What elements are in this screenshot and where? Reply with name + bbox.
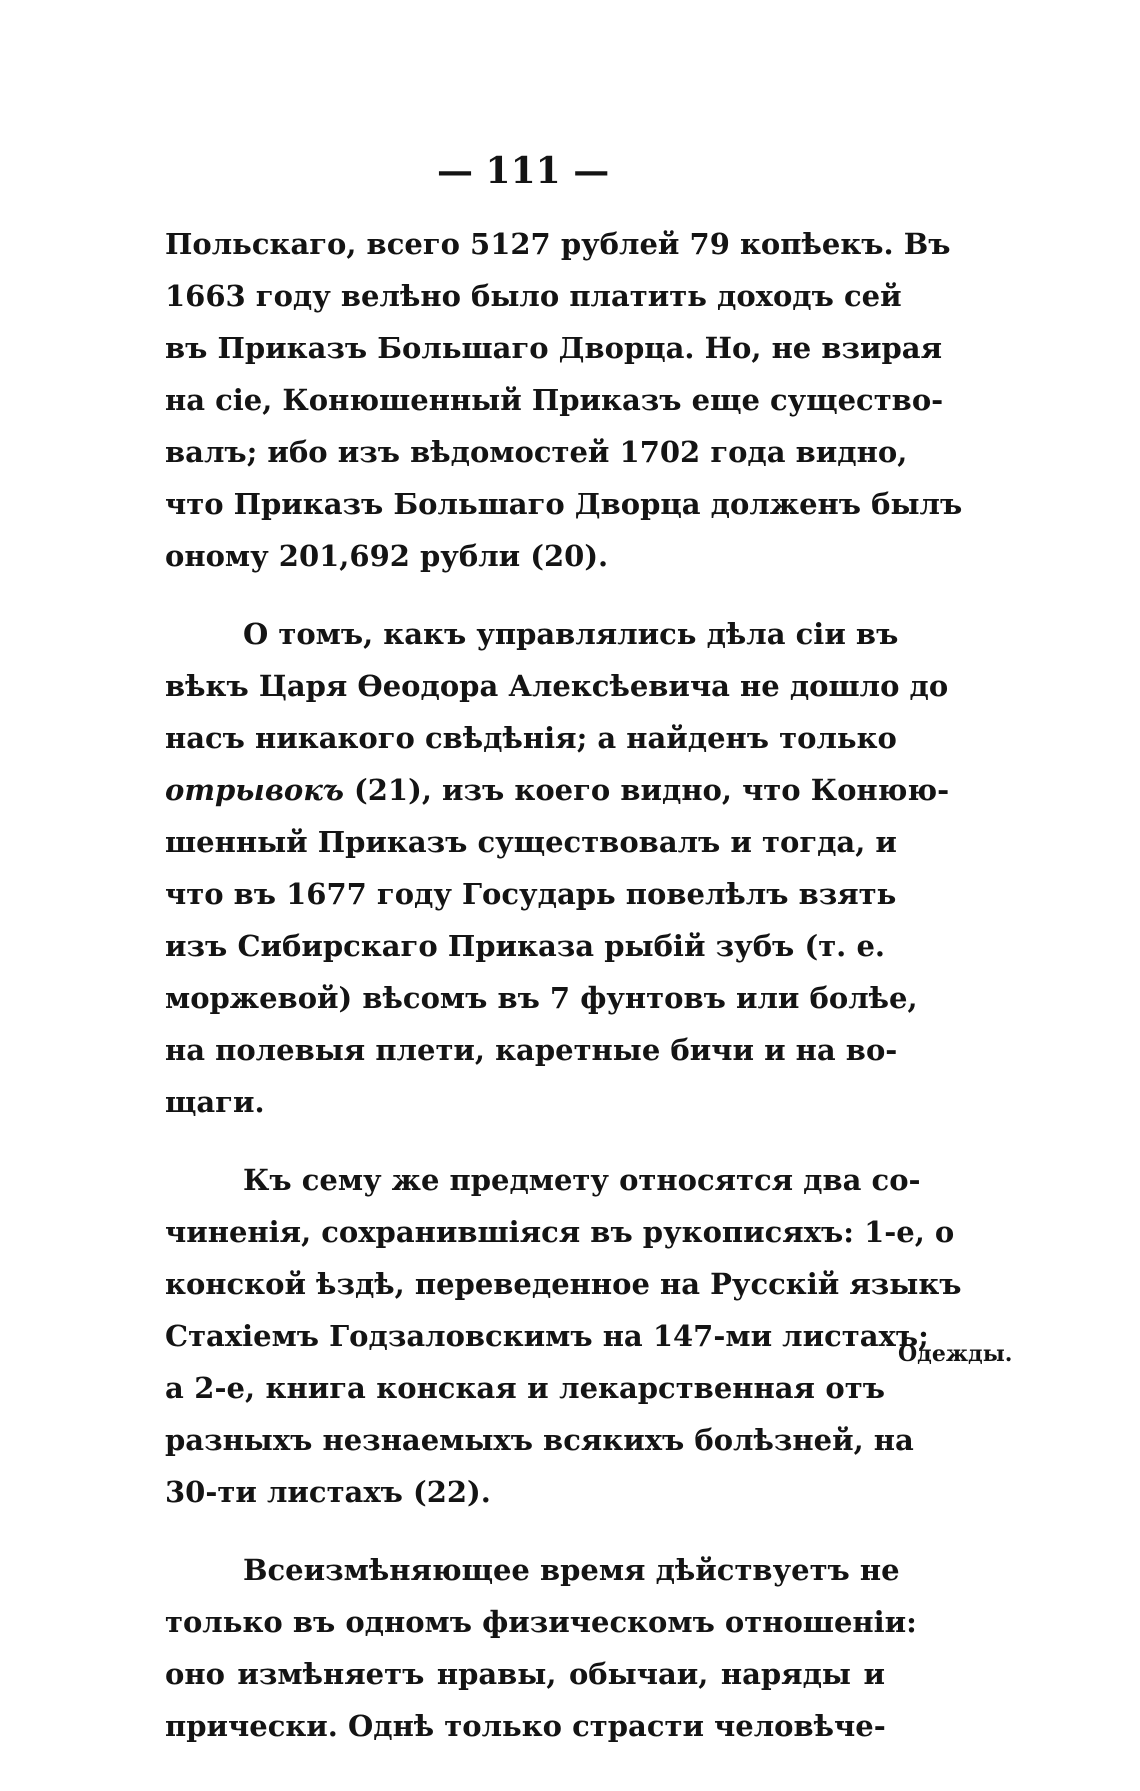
paragraph-2 (165, 608, 950, 1128)
text-line: 30-ти листахъ (22). (165, 1475, 491, 1509)
text-line: шенный Приказъ существовалъ и тогда, и (165, 825, 897, 859)
paragraph-4 (165, 1544, 917, 1752)
text-line: Къ сему же предмету относятся два со- (243, 1163, 921, 1197)
text-line: а 2-е, книга конская и лекарственная отъ (165, 1371, 885, 1405)
text-line: чиненія, сохранившіяся въ рукописяхъ: 1-е, о (165, 1215, 955, 1249)
italic-word: отрывокъ (165, 773, 344, 807)
text-line: только въ одномъ физическомъ отношеніи: (165, 1605, 917, 1639)
text-line: прически. Однѣ только страсти человѣче- (165, 1709, 886, 1743)
text-line: въ Приказъ Большаго Дворца. Но, не взирая (165, 331, 942, 365)
text-line: что Приказъ Большаго Дворца долженъ былъ (165, 487, 963, 521)
paragraph-1 (165, 218, 963, 582)
text-line: моржевой) вѣсомъ въ 7 фунтовъ или болѣе, (165, 981, 918, 1015)
text-line: валъ; ибо изъ вѣдомостей 1702 года видно, (165, 435, 908, 469)
text-line: О томъ, какъ управлялись дѣла сіи въ (243, 617, 899, 651)
text-line: Стахіемъ Годзаловскимъ на 147-ми листахъ; (165, 1319, 929, 1353)
text-line: щаги. (165, 1085, 265, 1119)
text-line: на полевыя плети, каретные бичи и на во- (165, 1033, 898, 1067)
text-line: Польскаго, всего 5127 рублей 79 копѣекъ. Въ (165, 227, 951, 261)
text-line: Всеизмѣняющее время дѣйствуетъ не (243, 1553, 900, 1587)
text-line: на сіе, Конюшенный Приказъ еще существо- (165, 383, 944, 417)
page-number-text: — 111 — (437, 150, 610, 192)
text-line: что въ 1677 году Государь повелѣлъ взять (165, 877, 897, 911)
text-line: разныхъ незнаемыхъ всякихъ болѣзней, на (165, 1423, 914, 1457)
text-line-rest: (21), изъ коего видно, что Конюю- (354, 773, 950, 807)
text-line: вѣкъ Царя Ѳеодора Алексѣевича не дошло до (165, 669, 949, 703)
text-line: насъ никакого свѣдѣнія; а найденъ только (165, 721, 897, 755)
text-line: изъ Сибирскаго Приказа рыбій зубъ (т. е. (165, 929, 885, 963)
text-line-with-italic (165, 764, 950, 816)
text-line: 1663 году велѣно было платить доходъ сей (165, 279, 902, 313)
margin-note: Одежды. (898, 1341, 1013, 1367)
text-line: конской ѣздѣ, переведенное на Русскій языкъ (165, 1267, 962, 1301)
text-line: оно измѣняетъ нравы, обычаи, наряды и (165, 1657, 885, 1691)
text-line: оному 201,692 рубли (20). (165, 539, 609, 573)
